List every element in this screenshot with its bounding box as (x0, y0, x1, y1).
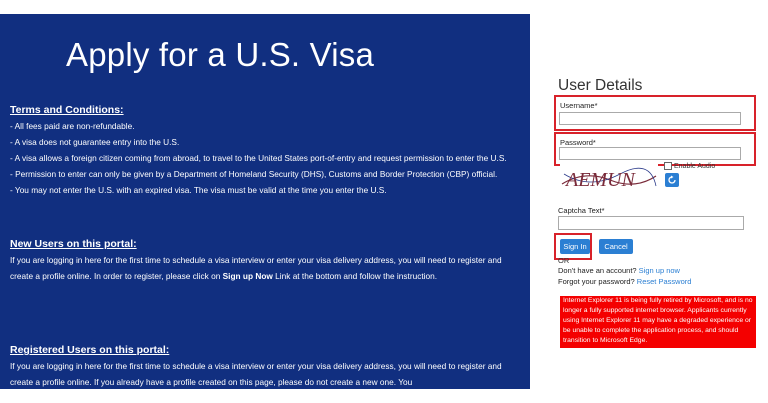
new-users-section (10, 238, 522, 284)
sign-up-link[interactable]: Sign up now (638, 266, 680, 275)
captcha-label: Captcha Text* (558, 206, 605, 215)
page-title: Apply for a U.S. Visa (66, 36, 375, 73)
terms-heading: Terms and Conditions: (10, 104, 124, 116)
terms-item: - A visa allows a foreign citizen coming from abroad, to travel to the United States port-of-entry and request permission to enter the U.S. (10, 153, 507, 163)
ie-retirement-notice: Internet Explorer 11 is being fully retired by Microsoft, and is no longer a fully supported internet browser. Applicants currently using Internet Explorer 11 may have a degraded experience or be unable to complete the application process, and should transition to Microsoft Edge. (560, 296, 756, 348)
captcha-text: AEMUN (566, 169, 635, 191)
captcha-input[interactable] (558, 216, 744, 230)
password-input[interactable] (559, 147, 741, 160)
terms-item: - All fees paid are non-refundable. (10, 121, 135, 131)
reset-password-link[interactable]: Reset Password (636, 277, 692, 286)
captcha-image (560, 164, 658, 192)
new-users-text: If you are logging in here for the first time to schedule a visa interview or enter your visa delivery address, you will need to register and create a profile online. In order to register, please click on Sign up Now Link at the bottom and follow the instruction. (10, 255, 502, 281)
login-panel (548, 0, 768, 403)
enable-audio-checkbox[interactable] (664, 162, 672, 170)
password-highlight (554, 132, 756, 166)
cancel-button[interactable]: Cancel (599, 239, 633, 254)
enable-audio-label: Enable Audio (674, 162, 716, 170)
no-account-text: Don't have an account? (558, 266, 637, 275)
refresh-captcha-button[interactable] (665, 173, 679, 187)
sign-in-button[interactable]: Sign In (560, 239, 590, 254)
password-label: Password* (560, 138, 596, 147)
forgot-password-text: Forgot your password? (558, 277, 635, 286)
or-divider: OR (558, 256, 570, 265)
enable-audio[interactable] (664, 162, 715, 170)
info-panel (0, 14, 530, 389)
terms-item: - You may not enter the U.S. with an expired visa. The visa must be valid at the time you enter the U.S. (10, 185, 387, 195)
new-users-heading: New Users on this portal: (10, 238, 137, 250)
registered-users-text: If you are logging in here for the first time to schedule a visa interview or enter your visa delivery address, you will need to register and create a profile online. If you already have a profile created on this page, please do not create a new one. You (10, 361, 502, 387)
username-highlight (554, 95, 756, 131)
forgot-line (558, 277, 691, 286)
registered-users-section (10, 344, 522, 389)
refresh-icon (667, 175, 677, 185)
terms-item: - A visa does not guarantee entry into the U.S. (10, 137, 180, 147)
sign-up-now-mention: Sign up Now (222, 271, 273, 281)
user-details-title: User Details (558, 77, 643, 94)
terms-section (10, 104, 522, 198)
username-label: Username* (560, 101, 598, 110)
username-input[interactable] (559, 112, 741, 125)
registered-users-heading: Registered Users on this portal: (10, 344, 170, 356)
terms-item: - Permission to enter can only be given by a Department of Homeland Security (DHS), Customs and Border Protection (CBP) official. (10, 169, 498, 179)
signup-line (558, 266, 680, 275)
